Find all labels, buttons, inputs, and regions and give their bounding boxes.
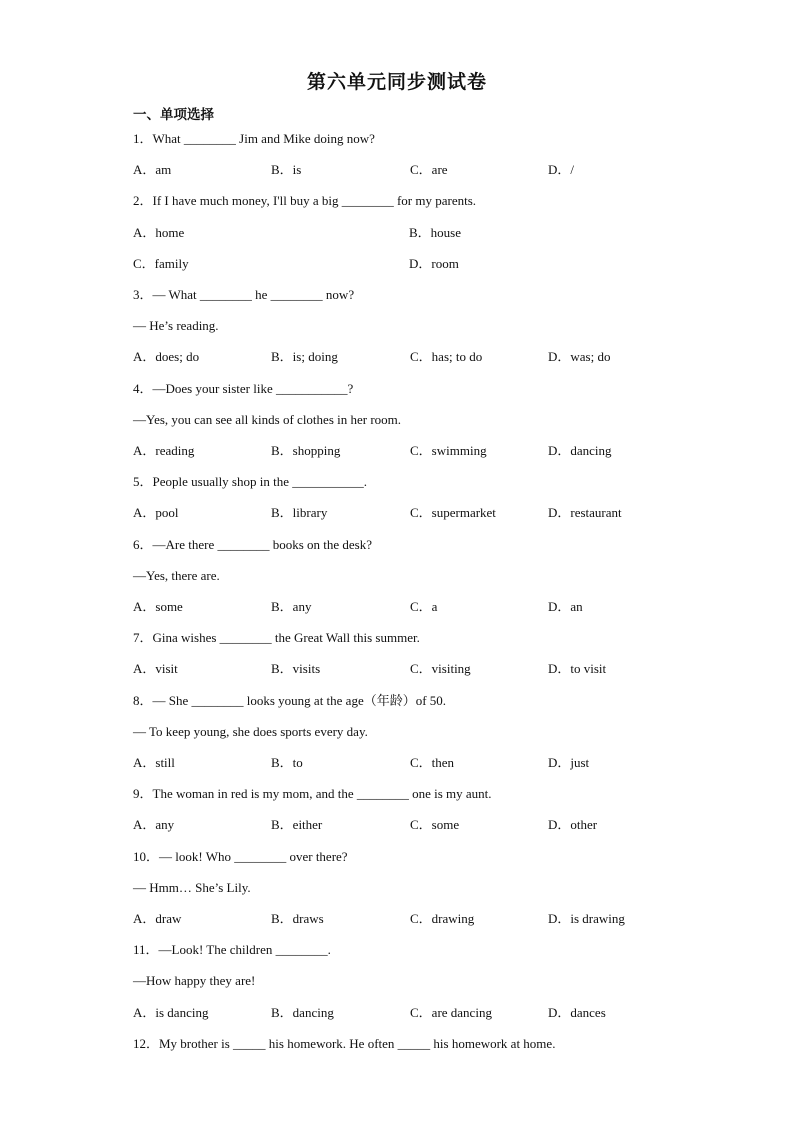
question-4-stem: 4．—Does your sister like ___________? bbox=[133, 381, 354, 396]
question-2-option-a[interactable]: A．home bbox=[133, 225, 185, 240]
question-8-option-c[interactable]: C．then bbox=[410, 755, 455, 770]
question-11-option-a[interactable]: A．is dancing bbox=[133, 1005, 209, 1020]
question-11-reply: —How happy they are! bbox=[133, 973, 256, 988]
question-8-option-d[interactable]: D．just bbox=[548, 755, 590, 770]
question-4-reply: —Yes, you can see all kinds of clothes in her room. bbox=[133, 412, 402, 427]
question-6-option-a[interactable]: A．some bbox=[133, 599, 183, 614]
question-1-option-c[interactable]: C．are bbox=[410, 162, 448, 177]
question-9-option-b[interactable]: B．either bbox=[271, 817, 323, 832]
question-4-option-a[interactable]: A．reading bbox=[133, 443, 195, 458]
question-10-option-b[interactable]: B．draws bbox=[271, 911, 324, 926]
question-2-option-d[interactable]: D．room bbox=[409, 256, 459, 271]
question-11-option-b[interactable]: B．dancing bbox=[271, 1005, 334, 1020]
question-4-option-c[interactable]: C．swimming bbox=[410, 443, 487, 458]
question-7-option-d[interactable]: D．to visit bbox=[548, 661, 607, 676]
question-10-reply: — Hmm… She’s Lily. bbox=[133, 880, 251, 895]
question-3-reply: — He’s reading. bbox=[133, 318, 219, 333]
question-3-option-d[interactable]: D．was; do bbox=[548, 349, 611, 364]
question-10-stem: 10．— look! Who ________ over there? bbox=[133, 849, 348, 864]
question-3-option-a[interactable]: A．does; do bbox=[133, 349, 200, 364]
question-5-option-a[interactable]: A．pool bbox=[133, 505, 179, 520]
question-7-option-b[interactable]: B．visits bbox=[271, 661, 321, 676]
question-4-option-d[interactable]: D．dancing bbox=[548, 443, 612, 458]
question-2-stem: 2．If I have much money, I'll buy a big ________ for my parents. bbox=[133, 193, 477, 208]
question-8-stem: 8．— She ________ looks young at the age（年龄）of 50. bbox=[133, 693, 447, 708]
section-heading: 一、单项选择 bbox=[133, 107, 214, 123]
question-6-option-b[interactable]: B．any bbox=[271, 599, 312, 614]
question-10-option-c[interactable]: C．drawing bbox=[410, 911, 475, 926]
question-9-option-a[interactable]: A．any bbox=[133, 817, 175, 832]
question-8-option-b[interactable]: B．to bbox=[271, 755, 303, 770]
question-5-option-d[interactable]: D．restaurant bbox=[548, 505, 622, 520]
question-2-option-c[interactable]: C．family bbox=[133, 256, 189, 271]
question-9-option-c[interactable]: C．some bbox=[410, 817, 460, 832]
question-11-option-d[interactable]: D．dances bbox=[548, 1005, 606, 1020]
question-6-stem: 6．—Are there ________ books on the desk? bbox=[133, 537, 373, 552]
question-7-option-a[interactable]: A．visit bbox=[133, 661, 178, 676]
question-10-option-a[interactable]: A．draw bbox=[133, 911, 182, 926]
question-3-option-c[interactable]: C．has; to do bbox=[410, 349, 483, 364]
question-5-stem: 5．People usually shop in the ___________. bbox=[133, 474, 367, 489]
question-1-stem: 1．What ________ Jim and Mike doing now? bbox=[133, 131, 375, 146]
question-11-option-c[interactable]: C．are dancing bbox=[410, 1005, 492, 1020]
question-1-option-b[interactable]: B．is bbox=[271, 162, 302, 177]
question-7-stem: 7．Gina wishes ________ the Great Wall this summer. bbox=[133, 630, 420, 645]
question-4-option-b[interactable]: B．shopping bbox=[271, 443, 341, 458]
question-1-option-d[interactable]: D．/ bbox=[548, 162, 575, 177]
question-8-option-a[interactable]: A．still bbox=[133, 755, 175, 770]
question-5-option-b[interactable]: B．library bbox=[271, 505, 328, 520]
question-6-option-c[interactable]: C．a bbox=[410, 599, 438, 614]
question-6-reply: —Yes, there are. bbox=[133, 568, 220, 583]
question-9-stem: 9．The woman in red is my mom, and the ________ one is my aunt. bbox=[133, 786, 492, 801]
page-title: 第六单元同步测试卷 bbox=[306, 71, 487, 93]
question-12-stem: 12．My brother is _____ his homework. He often _____ his homework at home. bbox=[133, 1036, 556, 1051]
question-10-option-d[interactable]: D．is drawing bbox=[548, 911, 625, 926]
question-3-option-b[interactable]: B．is; doing bbox=[271, 349, 338, 364]
question-6-option-d[interactable]: D．an bbox=[548, 599, 583, 614]
question-5-option-c[interactable]: C．supermarket bbox=[410, 505, 496, 520]
question-1-option-a[interactable]: A．am bbox=[133, 162, 172, 177]
question-3-stem: 3．— What ________ he ________ now? bbox=[133, 287, 355, 302]
question-9-option-d[interactable]: D．other bbox=[548, 817, 598, 832]
question-11-stem: 11．—Look! The children ________. bbox=[133, 942, 331, 957]
question-2-option-b[interactable]: B．house bbox=[409, 225, 462, 240]
question-8-reply: — To keep young, she does sports every day. bbox=[133, 724, 368, 739]
question-7-option-c[interactable]: C．visiting bbox=[410, 661, 471, 676]
